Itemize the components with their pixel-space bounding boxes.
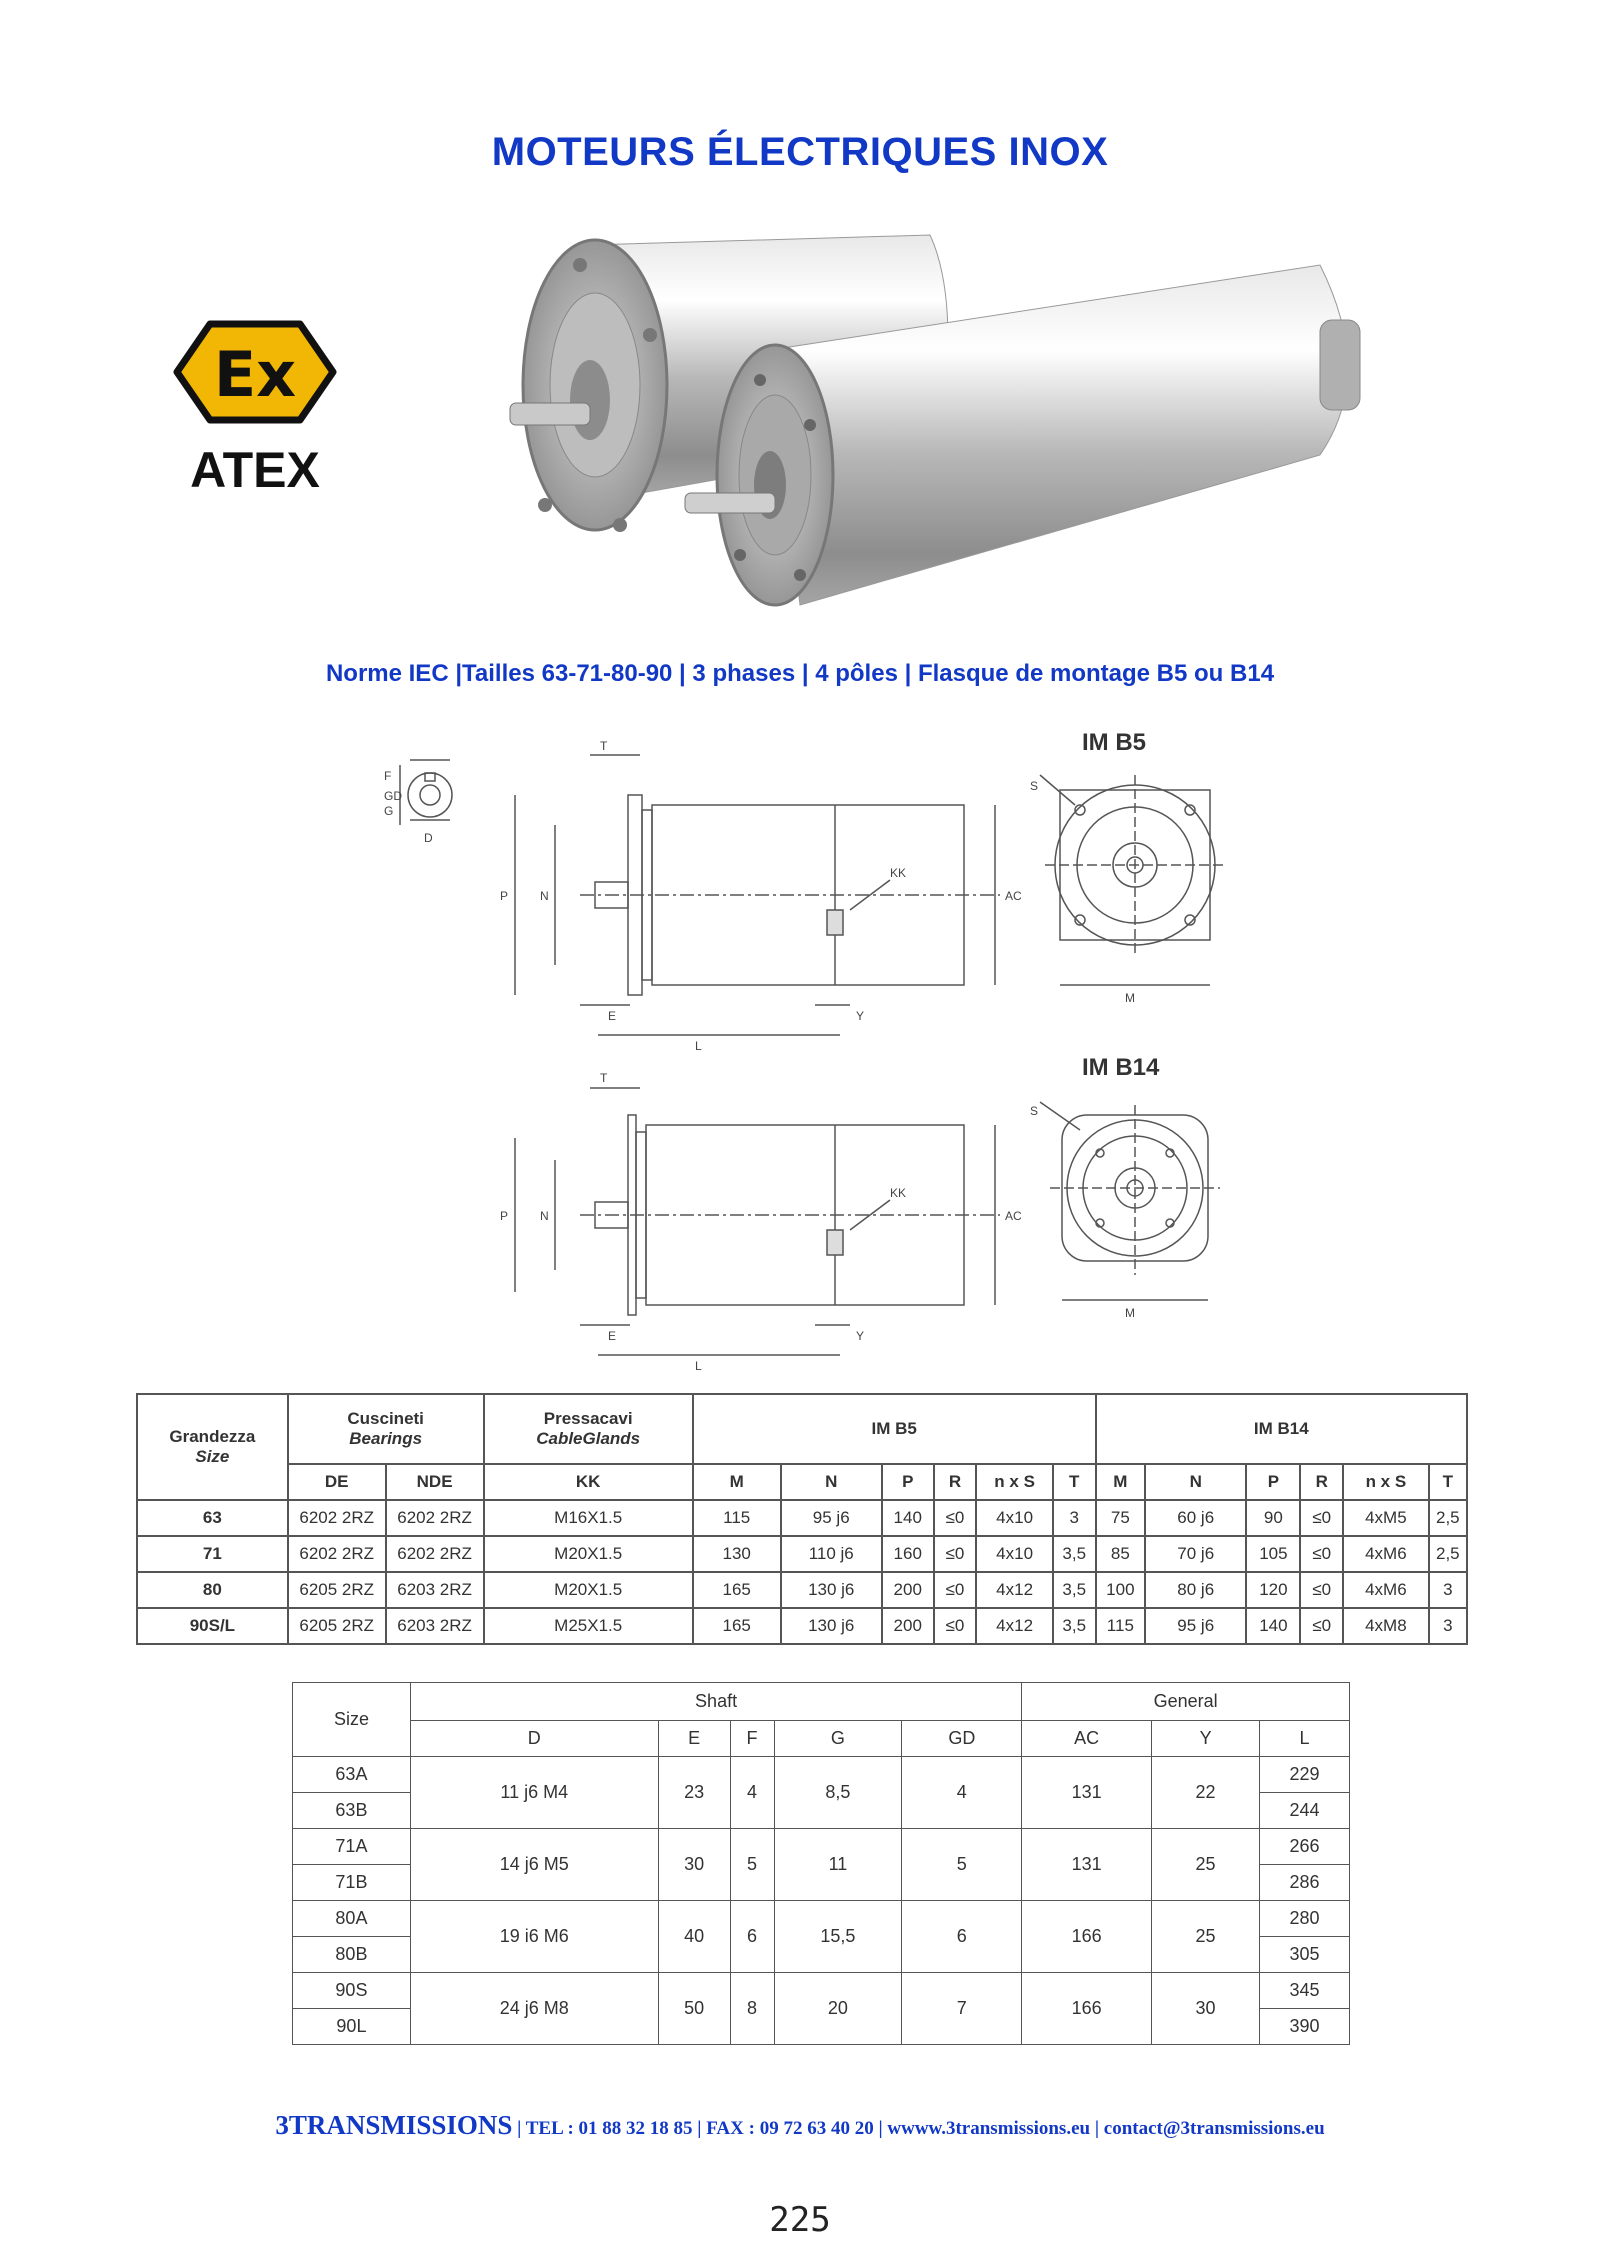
table-cell: 6 [902, 1901, 1022, 1973]
column-header: F [730, 1721, 774, 1757]
table-cell: 4xM6 [1343, 1536, 1429, 1572]
table-cell: 131 [1022, 1829, 1152, 1901]
table-cell: 30 [658, 1829, 730, 1901]
glands-header-it: Pressacavi [543, 1409, 633, 1428]
table-cell: 4x12 [976, 1608, 1053, 1644]
table-cell: 6205 2RZ [288, 1608, 386, 1644]
size-cell: 63B [293, 1793, 411, 1829]
table-cell: 20 [774, 1973, 902, 2045]
length-cell: 229 [1260, 1757, 1350, 1793]
table-row [137, 1572, 1467, 1608]
table-cell: 11 j6 M4 [410, 1757, 658, 1829]
table-cell: 166 [1022, 1973, 1152, 2045]
table-cell: 131 [1022, 1757, 1152, 1829]
table-cell: 100 [1096, 1572, 1146, 1608]
column-header: n x S [1343, 1464, 1429, 1500]
size-cell: 71B [293, 1865, 411, 1901]
table-cell: 3,5 [1053, 1572, 1096, 1608]
table-cell: M20X1.5 [484, 1536, 693, 1572]
page-number: 225 [769, 2200, 831, 2240]
table-cell: 165 [693, 1608, 781, 1644]
dim-l-label-b14: L [695, 1359, 702, 1370]
b14-side-view [500, 1071, 1022, 1370]
table-cell: 200 [882, 1572, 934, 1608]
table-cell: 5 [730, 1829, 774, 1901]
table-row [293, 1829, 1350, 1865]
atex-logo [155, 312, 355, 502]
dim-s-label-b14: S [1030, 1104, 1039, 1118]
table-cell: 8 [730, 1973, 774, 2045]
column-header: M [1096, 1464, 1146, 1500]
table-cell: ≤0 [1300, 1536, 1343, 1572]
table-cell: 85 [1096, 1536, 1146, 1572]
column-header: G [774, 1721, 902, 1757]
dim-g-label: G [384, 804, 394, 818]
table-cell: M20X1.5 [484, 1572, 693, 1608]
dim-e-label-b14: E [608, 1329, 617, 1343]
footer-web[interactable]: | wwww.3transmissions.eu [878, 2118, 1091, 2139]
dim-n-label: N [540, 889, 549, 903]
table-cell: 25 [1152, 1829, 1260, 1901]
size-header-en: Size [195, 1447, 230, 1466]
table-cell: 50 [658, 1973, 730, 2045]
table-cell: 7 [902, 1973, 1022, 2045]
dim-p-label: P [500, 889, 509, 903]
table-cell: 11 [774, 1829, 902, 1901]
column-header: E [658, 1721, 730, 1757]
page-title: MOTEURS ÉLECTRIQUES INOX [491, 130, 1109, 174]
table-cell: 6205 2RZ [288, 1572, 386, 1608]
table-cell: 90 [1246, 1500, 1300, 1536]
length-cell: 305 [1260, 1937, 1350, 1973]
table-cell: 6 [730, 1901, 774, 1973]
table-cell: 60 j6 [1145, 1500, 1246, 1536]
table-cell: 6202 2RZ [386, 1500, 484, 1536]
dim-m-label-b14: M [1125, 1306, 1135, 1320]
table-cell: 6202 2RZ [386, 1536, 484, 1572]
bearings-header-it: Cuscineti [347, 1409, 424, 1428]
glands-header [484, 1394, 693, 1464]
table-cell: 15,5 [774, 1901, 902, 1973]
table-cell: 105 [1246, 1536, 1300, 1572]
table-cell: 3 [1053, 1500, 1096, 1536]
size-cell: 80A [293, 1901, 411, 1937]
size-cell: 80B [293, 1937, 411, 1973]
table-cell: 130 j6 [781, 1608, 882, 1644]
table-cell: 30 [1152, 1973, 1260, 2045]
table-row [293, 1973, 1350, 2009]
table-cell: 140 [882, 1500, 934, 1536]
table-cell: 4xM5 [1343, 1500, 1429, 1536]
table-cell: 40 [658, 1901, 730, 1973]
size-header-it: Grandezza [169, 1427, 256, 1446]
table-row [137, 1536, 1467, 1572]
dim-n-label-b14: N [540, 1209, 549, 1223]
b14-front-view [1030, 1054, 1220, 1320]
length-cell: 280 [1260, 1901, 1350, 1937]
keyway-detail [384, 760, 452, 845]
bearings-header-en: Bearings [349, 1429, 423, 1448]
table-cell: 19 i6 M6 [410, 1901, 658, 1973]
column-header: N [781, 1464, 882, 1500]
size-cell: 63A [293, 1757, 411, 1793]
size-cell: 71 [137, 1536, 288, 1572]
dim-y-label: Y [856, 1009, 865, 1023]
size-cell: 80 [137, 1572, 288, 1608]
table-cell: 115 [693, 1500, 781, 1536]
table-cell: 3,5 [1053, 1608, 1096, 1644]
motor-photo [470, 205, 1400, 645]
table-cell: 140 [1246, 1608, 1300, 1644]
size-header [137, 1394, 288, 1500]
column-header: DE [288, 1464, 386, 1500]
dim-d-label: D [424, 831, 433, 845]
table-cell: 130 j6 [781, 1572, 882, 1608]
table-cell: 165 [693, 1572, 781, 1608]
technical-drawings [340, 720, 1490, 1370]
table-cell: 8,5 [774, 1757, 902, 1829]
flange-table-body [137, 1500, 1467, 1644]
table-cell: 200 [882, 1608, 934, 1644]
column-header: Y [1152, 1721, 1260, 1757]
table-cell: 24 j6 M8 [410, 1973, 658, 2045]
dim-l-label: L [695, 1039, 702, 1053]
dim-s-label: S [1030, 779, 1039, 793]
dim-ac-label: AC [1005, 889, 1022, 903]
column-header: L [1260, 1721, 1350, 1757]
table-cell: ≤0 [1300, 1500, 1343, 1536]
column-header: M [693, 1464, 781, 1500]
footer [0, 2110, 1600, 2141]
table-cell: 4xM6 [1343, 1572, 1429, 1608]
dim-p-label-b14: P [500, 1209, 509, 1223]
table-cell: ≤0 [934, 1536, 977, 1572]
length-cell: 390 [1260, 2009, 1350, 2045]
table-row [293, 1757, 1350, 1793]
table-row [137, 1608, 1467, 1644]
table-cell: M25X1.5 [484, 1608, 693, 1644]
table-cell: 160 [882, 1536, 934, 1572]
column-header: P [882, 1464, 934, 1500]
column-header: R [1300, 1464, 1343, 1500]
dim-kk-label-b14: KK [890, 1186, 907, 1200]
dim-kk-label: KK [890, 866, 907, 880]
column-header: T [1429, 1464, 1467, 1500]
footer-tel: | TEL : 01 88 32 18 85 [517, 2118, 693, 2139]
b5-side-view [500, 739, 1022, 1053]
ex-symbol: Ex [213, 338, 297, 411]
table-cell: ≤0 [934, 1500, 977, 1536]
table-cell: 6202 2RZ [288, 1536, 386, 1572]
column-header: N [1145, 1464, 1246, 1500]
table-cell: 14 j6 M5 [410, 1829, 658, 1901]
table-cell: 2,5 [1429, 1500, 1467, 1536]
table-cell: 4x10 [976, 1536, 1053, 1572]
dim-f-label: F [384, 769, 392, 783]
column-header: D [410, 1721, 658, 1757]
footer-fax: | FAX : 09 72 63 40 20 [697, 2118, 874, 2139]
table-cell: 6203 2RZ [386, 1608, 484, 1644]
table-cell: 6203 2RZ [386, 1572, 484, 1608]
size-cell: 71A [293, 1829, 411, 1865]
length-cell: 266 [1260, 1829, 1350, 1865]
column-header: T [1053, 1464, 1096, 1500]
flange-spec-table [136, 1393, 1468, 1645]
bearings-header [288, 1394, 484, 1464]
size-cell: 90S [293, 1973, 411, 2009]
table-row [137, 1500, 1467, 1536]
dim-t-label: T [600, 739, 608, 753]
size-cell: 63 [137, 1500, 288, 1536]
table-cell: 3 [1429, 1572, 1467, 1608]
table-cell: 2,5 [1429, 1536, 1467, 1572]
table-cell: 95 j6 [1145, 1608, 1246, 1644]
general-header: General [1022, 1683, 1350, 1721]
table-cell: 4xM8 [1343, 1608, 1429, 1644]
length-cell: 244 [1260, 1793, 1350, 1829]
table-cell: 95 j6 [781, 1500, 882, 1536]
im-b14-header: IM B14 [1096, 1394, 1467, 1464]
table-cell: 3,5 [1053, 1536, 1096, 1572]
column-header: P [1246, 1464, 1300, 1500]
table-cell: 70 j6 [1145, 1536, 1246, 1572]
table-cell: 130 [693, 1536, 781, 1572]
dim-gd-label: GD [384, 789, 402, 803]
dim-ac-label-b14: AC [1005, 1209, 1022, 1223]
table-cell: ≤0 [1300, 1572, 1343, 1608]
table-cell: 6202 2RZ [288, 1500, 386, 1536]
table-cell: ≤0 [1300, 1608, 1343, 1644]
dim-t-label-b14: T [600, 1071, 608, 1085]
length-cell: 286 [1260, 1865, 1350, 1901]
column-header: n x S [976, 1464, 1053, 1500]
table-cell: 166 [1022, 1901, 1152, 1973]
table-cell: 4x12 [976, 1572, 1053, 1608]
table-cell: ≤0 [934, 1608, 977, 1644]
b5-front-view [1030, 729, 1225, 1005]
table-cell: 25 [1152, 1901, 1260, 1973]
atex-text: ATEX [190, 442, 320, 498]
table-cell: 115 [1096, 1608, 1146, 1644]
table-cell: 4x10 [976, 1500, 1053, 1536]
table-cell: 22 [1152, 1757, 1260, 1829]
spec-subtitle: Norme IEC |Tailles 63-71-80-90 | 3 phases | 4 pôles | Flasque de montage B5 ou B14 [325, 660, 1275, 687]
dim-y-label-b14: Y [856, 1329, 865, 1343]
dim-e-label: E [608, 1009, 617, 1023]
size-cell: 90S/L [137, 1608, 288, 1644]
table-cell: 120 [1246, 1572, 1300, 1608]
column-header: KK [484, 1464, 693, 1500]
table-cell: M16X1.5 [484, 1500, 693, 1536]
table-cell: 23 [658, 1757, 730, 1829]
length-cell: 345 [1260, 1973, 1350, 2009]
table-row [293, 1901, 1350, 1937]
size-cell: 90L [293, 2009, 411, 2045]
footer-email[interactable]: | contact@3transmissions.eu [1094, 2118, 1325, 2139]
column-header: GD [902, 1721, 1022, 1757]
table-cell: 4 [730, 1757, 774, 1829]
column-header: R [934, 1464, 977, 1500]
column-header: AC [1022, 1721, 1152, 1757]
table-cell: 110 j6 [781, 1536, 882, 1572]
shaft-header: Shaft [410, 1683, 1021, 1721]
table-cell: 4 [902, 1757, 1022, 1829]
glands-header-en: CableGlands [536, 1429, 641, 1448]
im-b5-header: IM B5 [693, 1394, 1096, 1464]
dim-m-label: M [1125, 991, 1135, 1005]
column-header: NDE [386, 1464, 484, 1500]
table-cell: 80 j6 [1145, 1572, 1246, 1608]
shaft-spec-table [292, 1682, 1350, 2045]
size-header-2: Size [293, 1683, 411, 1757]
table-cell: 5 [902, 1829, 1022, 1901]
table-cell: ≤0 [934, 1572, 977, 1608]
shaft-table-body [293, 1757, 1350, 2045]
table-cell: 75 [1096, 1500, 1146, 1536]
im-b5-label: IM B5 [1082, 729, 1147, 756]
table-cell: 3 [1429, 1608, 1467, 1644]
footer-brand: 3TRANSMISSIONS [275, 2110, 513, 2140]
im-b14-label: IM B14 [1082, 1054, 1160, 1081]
